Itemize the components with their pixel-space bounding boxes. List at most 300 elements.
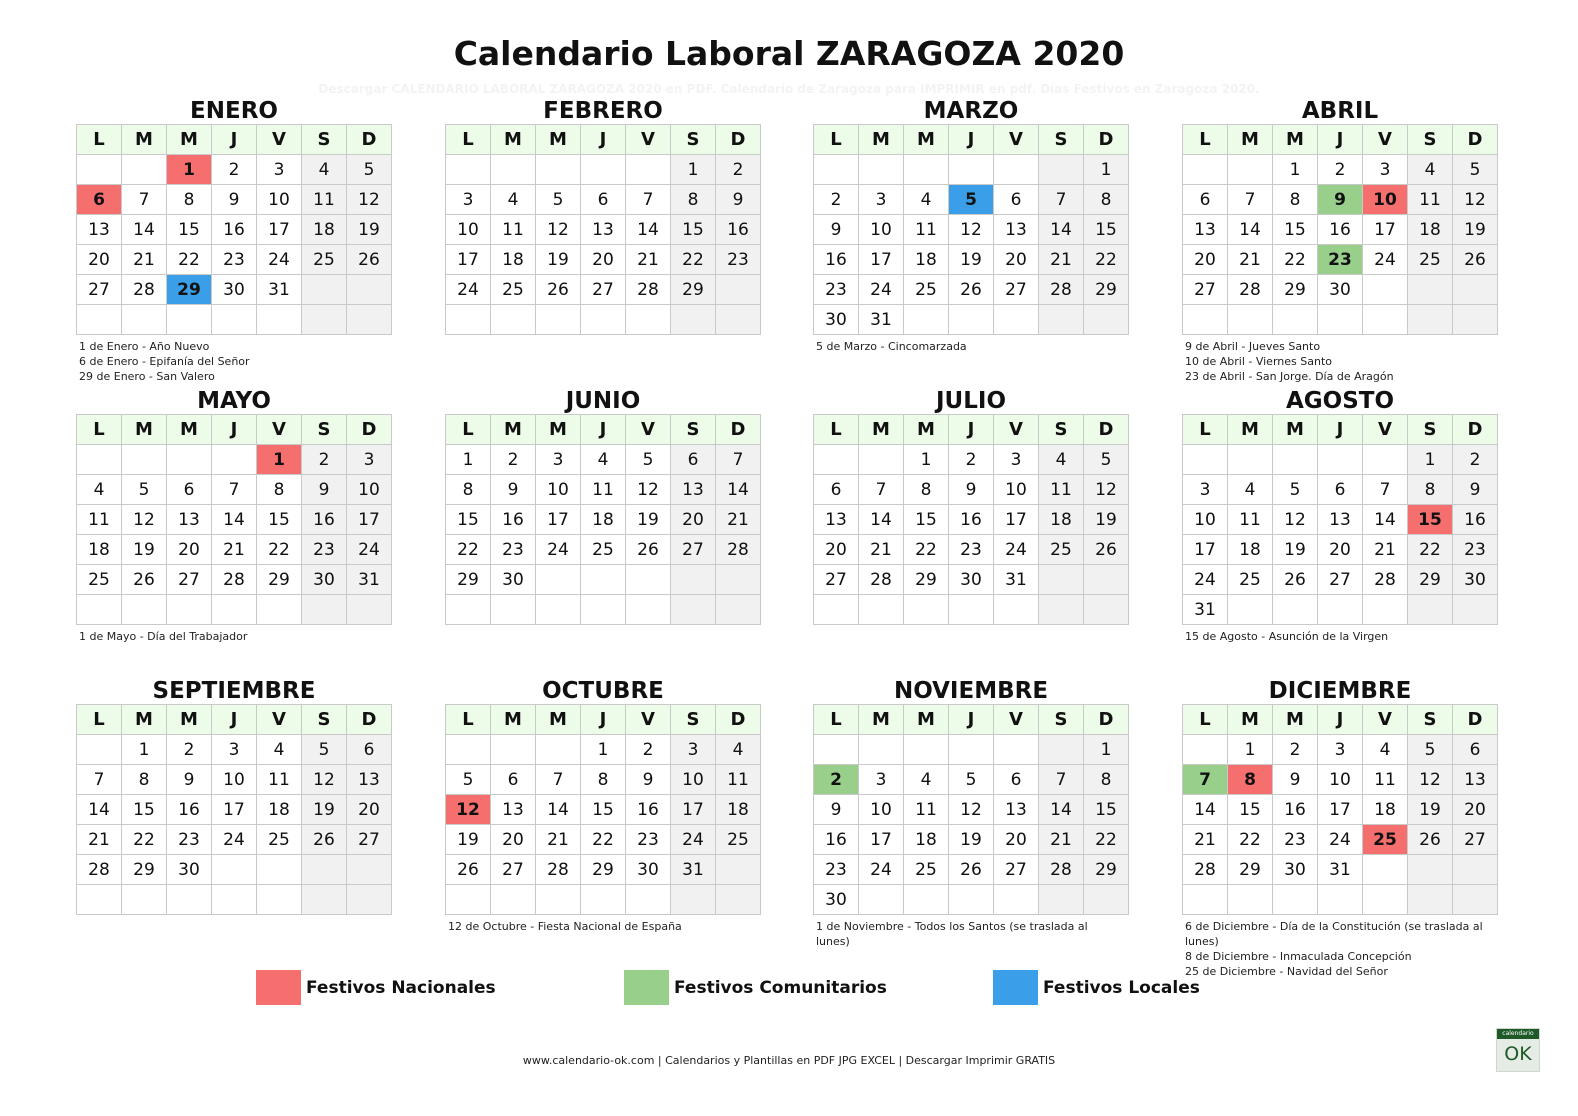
empty-day-cell: [1408, 855, 1453, 885]
legend-label: Festivos Nacionales: [306, 977, 496, 998]
weekday-header: M: [536, 705, 581, 735]
empty-day-cell: [1453, 595, 1498, 625]
weekday-header: S: [1039, 125, 1084, 155]
day-cell: 20: [167, 535, 212, 565]
empty-day-cell: [347, 855, 392, 885]
day-cell: 2: [1318, 155, 1363, 185]
empty-day-cell: [491, 305, 536, 335]
day-cell: 24: [859, 855, 904, 885]
day-cell: 14: [1228, 215, 1273, 245]
holiday-day-cell: 8: [1228, 765, 1273, 795]
month-name: JULIO: [936, 388, 1006, 414]
day-cell: 17: [859, 245, 904, 275]
empty-day-cell: [814, 595, 859, 625]
holiday-note: 8 de Diciembre - Inmaculada Concepción: [1185, 950, 1412, 963]
legend-swatch: [993, 970, 1038, 1005]
day-cell: 3: [859, 185, 904, 215]
weekday-header: M: [491, 705, 536, 735]
day-cell: 2: [167, 735, 212, 765]
holiday-day-cell: 1: [167, 155, 212, 185]
day-cell: 11: [77, 505, 122, 535]
day-cell: 26: [536, 275, 581, 305]
day-cell: 21: [1183, 825, 1228, 855]
day-cell: 8: [446, 475, 491, 505]
weekday-header: M: [122, 415, 167, 445]
month-diciembre: [1182, 678, 1498, 979]
day-cell: 6: [1183, 185, 1228, 215]
day-cell: 27: [77, 275, 122, 305]
day-cell: 23: [716, 245, 761, 275]
day-cell: 23: [212, 245, 257, 275]
day-cell: 21: [1039, 825, 1084, 855]
day-cell: 12: [626, 475, 671, 505]
holiday-day-cell: 23: [1318, 245, 1363, 275]
day-cell: 13: [167, 505, 212, 535]
day-cell: 22: [671, 245, 716, 275]
day-cell: 5: [347, 155, 392, 185]
day-cell: 26: [1453, 245, 1498, 275]
day-cell: 7: [1039, 185, 1084, 215]
day-cell: 29: [257, 565, 302, 595]
day-cell: 21: [1228, 245, 1273, 275]
month-grid: [76, 124, 392, 335]
day-cell: 15: [1273, 215, 1318, 245]
day-cell: 21: [626, 245, 671, 275]
day-cell: 3: [859, 765, 904, 795]
weekday-header: D: [1453, 705, 1498, 735]
day-cell: 29: [1408, 565, 1453, 595]
empty-day-cell: [1273, 305, 1318, 335]
legend-label: Festivos Comunitarios: [674, 977, 887, 998]
day-cell: 22: [1408, 535, 1453, 565]
day-cell: 3: [671, 735, 716, 765]
empty-day-cell: [446, 305, 491, 335]
day-cell: 27: [491, 855, 536, 885]
day-cell: 5: [626, 445, 671, 475]
empty-day-cell: [257, 595, 302, 625]
day-cell: 14: [122, 215, 167, 245]
day-cell: 31: [994, 565, 1039, 595]
empty-day-cell: [859, 595, 904, 625]
day-cell: 4: [904, 765, 949, 795]
weekday-header: M: [491, 125, 536, 155]
holiday-note: 1 de Noviembre - Todos los Santos (se traslada al lunes): [816, 920, 1088, 948]
day-cell: 11: [904, 215, 949, 245]
weekday-header: L: [446, 705, 491, 735]
weekday-header: J: [581, 415, 626, 445]
day-cell: 16: [1273, 795, 1318, 825]
empty-day-cell: [1273, 595, 1318, 625]
day-cell: 19: [302, 795, 347, 825]
day-cell: 21: [122, 245, 167, 275]
day-cell: 27: [347, 825, 392, 855]
day-cell: 16: [949, 505, 994, 535]
empty-day-cell: [904, 305, 949, 335]
day-cell: 21: [716, 505, 761, 535]
empty-day-cell: [626, 155, 671, 185]
day-cell: 18: [1408, 215, 1453, 245]
weekday-header: M: [1273, 705, 1318, 735]
weekday-header: V: [257, 125, 302, 155]
empty-day-cell: [904, 885, 949, 915]
day-cell: 17: [536, 505, 581, 535]
holiday-day-cell: 6: [77, 185, 122, 215]
day-cell: 8: [1273, 185, 1318, 215]
day-cell: 22: [446, 535, 491, 565]
day-cell: 9: [814, 215, 859, 245]
weekday-header: D: [716, 705, 761, 735]
empty-day-cell: [1228, 305, 1273, 335]
day-cell: 3: [347, 445, 392, 475]
holiday-note: 6 de Enero - Epifanía del Señor: [79, 355, 250, 368]
empty-day-cell: [77, 445, 122, 475]
empty-day-cell: [212, 885, 257, 915]
day-cell: 25: [77, 565, 122, 595]
legend-item: [993, 970, 1200, 1005]
day-cell: 26: [302, 825, 347, 855]
day-cell: 29: [1084, 275, 1129, 305]
weekday-header: S: [671, 705, 716, 735]
holiday-note: 15 de Agosto - Asunción de la Virgen: [1185, 630, 1389, 643]
day-cell: 30: [1318, 275, 1363, 305]
day-cell: 15: [671, 215, 716, 245]
day-cell: 16: [814, 825, 859, 855]
day-cell: 2: [1273, 735, 1318, 765]
day-cell: 30: [302, 565, 347, 595]
day-cell: 11: [257, 765, 302, 795]
day-cell: 15: [257, 505, 302, 535]
day-cell: 6: [167, 475, 212, 505]
day-cell: 10: [257, 185, 302, 215]
day-cell: 19: [1273, 535, 1318, 565]
day-cell: 9: [814, 795, 859, 825]
day-cell: 10: [536, 475, 581, 505]
empty-day-cell: [167, 885, 212, 915]
day-cell: 12: [302, 765, 347, 795]
day-cell: 7: [1039, 765, 1084, 795]
day-cell: 23: [949, 535, 994, 565]
calendario-ok-logo[interactable]: [1496, 1028, 1540, 1072]
month-grid: [76, 414, 392, 625]
day-cell: 27: [994, 855, 1039, 885]
day-cell: 23: [1453, 535, 1498, 565]
holiday-day-cell: 1: [257, 445, 302, 475]
day-cell: 26: [122, 565, 167, 595]
empty-day-cell: [302, 305, 347, 335]
day-cell: 17: [446, 245, 491, 275]
empty-day-cell: [1039, 155, 1084, 185]
day-cell: 21: [77, 825, 122, 855]
empty-day-cell: [1453, 305, 1498, 335]
month-name: NOVIEMBRE: [893, 678, 1049, 704]
day-cell: 28: [536, 855, 581, 885]
empty-day-cell: [716, 565, 761, 595]
day-cell: 29: [904, 565, 949, 595]
day-cell: 13: [1318, 505, 1363, 535]
day-cell: 10: [1183, 505, 1228, 535]
day-cell: 6: [994, 185, 1039, 215]
empty-day-cell: [77, 305, 122, 335]
legend-label: Festivos Locales: [1043, 977, 1200, 998]
month-noviembre: [813, 678, 1129, 949]
day-cell: 14: [1363, 505, 1408, 535]
holiday-day-cell: 5: [949, 185, 994, 215]
month-name: FEBRERO: [543, 98, 663, 124]
day-cell: 21: [859, 535, 904, 565]
day-cell: 11: [1228, 505, 1273, 535]
month-marzo: [813, 98, 1129, 354]
weekday-header: J: [212, 415, 257, 445]
day-cell: 19: [626, 505, 671, 535]
weekday-header: L: [77, 415, 122, 445]
day-cell: 4: [581, 445, 626, 475]
day-cell: 18: [302, 215, 347, 245]
month-name: JUNIO: [565, 388, 641, 414]
day-cell: 1: [1408, 445, 1453, 475]
empty-day-cell: [581, 595, 626, 625]
day-cell: 4: [77, 475, 122, 505]
empty-day-cell: [1228, 445, 1273, 475]
day-cell: 4: [302, 155, 347, 185]
empty-day-cell: [581, 155, 626, 185]
day-cell: 5: [1453, 155, 1498, 185]
day-cell: 26: [1084, 535, 1129, 565]
weekday-header: V: [1363, 415, 1408, 445]
day-cell: 27: [994, 275, 1039, 305]
weekday-header: D: [716, 125, 761, 155]
month-julio: [813, 388, 1129, 629]
day-cell: 25: [1228, 565, 1273, 595]
day-cell: 11: [1039, 475, 1084, 505]
day-cell: 27: [1183, 275, 1228, 305]
day-cell: 29: [1228, 855, 1273, 885]
day-cell: 19: [1408, 795, 1453, 825]
day-cell: 11: [1408, 185, 1453, 215]
day-cell: 13: [1453, 765, 1498, 795]
day-cell: 16: [212, 215, 257, 245]
day-cell: 19: [949, 825, 994, 855]
day-cell: 11: [716, 765, 761, 795]
day-cell: 16: [1453, 505, 1498, 535]
weekday-header: M: [904, 125, 949, 155]
day-cell: 26: [949, 275, 994, 305]
empty-day-cell: [1228, 155, 1273, 185]
day-cell: 6: [347, 735, 392, 765]
day-cell: 20: [994, 245, 1039, 275]
day-cell: 22: [1084, 825, 1129, 855]
day-cell: 18: [581, 505, 626, 535]
month-grid: [1182, 704, 1498, 915]
day-cell: 9: [212, 185, 257, 215]
day-cell: 17: [859, 825, 904, 855]
day-cell: 12: [949, 215, 994, 245]
day-cell: 6: [814, 475, 859, 505]
day-cell: 11: [491, 215, 536, 245]
day-cell: 18: [77, 535, 122, 565]
legend-swatch: [256, 970, 301, 1005]
day-cell: 9: [1453, 475, 1498, 505]
weekday-header: S: [671, 125, 716, 155]
month-septiembre: [76, 678, 392, 919]
holiday-note: 12 de Octubre - Fiesta Nacional de España: [448, 920, 682, 933]
day-cell: 27: [1318, 565, 1363, 595]
day-cell: 23: [814, 275, 859, 305]
weekday-header: J: [949, 415, 994, 445]
empty-day-cell: [1084, 565, 1129, 595]
empty-day-cell: [716, 595, 761, 625]
logo-top-text: calendario: [1497, 1029, 1539, 1039]
day-cell: 9: [716, 185, 761, 215]
empty-day-cell: [1363, 445, 1408, 475]
day-cell: 6: [671, 445, 716, 475]
empty-day-cell: [626, 595, 671, 625]
day-cell: 11: [581, 475, 626, 505]
weekday-header: L: [1183, 705, 1228, 735]
day-cell: 10: [859, 215, 904, 245]
day-cell: 9: [949, 475, 994, 505]
day-cell: 14: [1039, 795, 1084, 825]
day-cell: 17: [994, 505, 1039, 535]
day-cell: 22: [257, 535, 302, 565]
empty-day-cell: [949, 595, 994, 625]
empty-day-cell: [122, 305, 167, 335]
day-cell: 24: [212, 825, 257, 855]
empty-day-cell: [949, 155, 994, 185]
day-cell: 4: [1408, 155, 1453, 185]
weekday-header: V: [626, 415, 671, 445]
empty-day-cell: [257, 885, 302, 915]
day-cell: 8: [1408, 475, 1453, 505]
empty-day-cell: [347, 885, 392, 915]
day-cell: 2: [212, 155, 257, 185]
day-cell: 18: [257, 795, 302, 825]
empty-day-cell: [446, 885, 491, 915]
day-cell: 26: [626, 535, 671, 565]
empty-day-cell: [671, 885, 716, 915]
day-cell: 10: [859, 795, 904, 825]
weekday-header: D: [1453, 415, 1498, 445]
month-junio: [445, 388, 761, 629]
day-cell: 17: [347, 505, 392, 535]
month-name: OCTUBRE: [542, 678, 664, 704]
empty-day-cell: [212, 305, 257, 335]
holiday-day-cell: 10: [1363, 185, 1408, 215]
day-cell: 8: [122, 765, 167, 795]
day-cell: 31: [347, 565, 392, 595]
day-cell: 25: [302, 245, 347, 275]
empty-day-cell: [536, 155, 581, 185]
holiday-note: 5 de Marzo - Cincomarzada: [816, 340, 967, 353]
day-cell: 27: [671, 535, 716, 565]
empty-day-cell: [1228, 885, 1273, 915]
weekday-header: J: [1318, 415, 1363, 445]
empty-day-cell: [167, 445, 212, 475]
day-cell: 10: [446, 215, 491, 245]
month-grid: [76, 704, 392, 915]
weekday-header: M: [167, 125, 212, 155]
day-cell: 6: [994, 765, 1039, 795]
empty-day-cell: [77, 735, 122, 765]
day-cell: 14: [859, 505, 904, 535]
day-cell: 4: [716, 735, 761, 765]
day-cell: 9: [167, 765, 212, 795]
empty-day-cell: [1318, 885, 1363, 915]
empty-day-cell: [1273, 885, 1318, 915]
weekday-header: M: [859, 125, 904, 155]
day-cell: 30: [949, 565, 994, 595]
day-cell: 24: [1363, 245, 1408, 275]
weekday-header: L: [814, 125, 859, 155]
empty-day-cell: [491, 595, 536, 625]
weekday-header: D: [347, 415, 392, 445]
weekday-header: L: [446, 415, 491, 445]
day-cell: 16: [167, 795, 212, 825]
day-cell: 3: [1363, 155, 1408, 185]
holiday-notes: [76, 339, 379, 384]
empty-day-cell: [994, 595, 1039, 625]
day-cell: 25: [904, 275, 949, 305]
day-cell: 19: [446, 825, 491, 855]
day-cell: 6: [491, 765, 536, 795]
weekday-header: S: [1408, 125, 1453, 155]
day-cell: 27: [814, 565, 859, 595]
day-cell: 30: [814, 305, 859, 335]
empty-day-cell: [1408, 885, 1453, 915]
weekday-header: M: [1273, 125, 1318, 155]
empty-day-cell: [1183, 445, 1228, 475]
day-cell: 3: [257, 155, 302, 185]
empty-day-cell: [1318, 305, 1363, 335]
empty-day-cell: [1408, 305, 1453, 335]
day-cell: 12: [949, 795, 994, 825]
empty-day-cell: [994, 155, 1039, 185]
day-cell: 30: [212, 275, 257, 305]
day-cell: 15: [122, 795, 167, 825]
weekday-header: V: [626, 705, 671, 735]
month-grid: [1182, 414, 1498, 625]
empty-day-cell: [1039, 595, 1084, 625]
day-cell: 23: [167, 825, 212, 855]
weekday-header: S: [1039, 415, 1084, 445]
empty-day-cell: [581, 885, 626, 915]
legend-item: [256, 970, 496, 1005]
month-mayo: [76, 388, 392, 644]
legend-item: [624, 970, 887, 1005]
footer-text: www.calendario-ok.com | Calendarios y Plantillas en PDF JPG EXCEL | Descargar Imprimir GRATIS: [522, 1054, 1056, 1067]
month-grid: [813, 414, 1129, 625]
holiday-day-cell: 2: [814, 765, 859, 795]
weekday-header: V: [994, 125, 1039, 155]
day-cell: 26: [446, 855, 491, 885]
month-name: MARZO: [923, 98, 1019, 124]
day-cell: 24: [536, 535, 581, 565]
weekday-header: M: [859, 705, 904, 735]
weekday-header: J: [1318, 125, 1363, 155]
weekday-header: S: [671, 415, 716, 445]
empty-day-cell: [122, 885, 167, 915]
empty-day-cell: [167, 595, 212, 625]
holiday-notes: [1182, 919, 1485, 979]
day-cell: 21: [1363, 535, 1408, 565]
weekday-header: M: [536, 415, 581, 445]
day-cell: 16: [491, 505, 536, 535]
empty-day-cell: [536, 735, 581, 765]
day-cell: 3: [994, 445, 1039, 475]
empty-day-cell: [446, 155, 491, 185]
empty-day-cell: [671, 595, 716, 625]
empty-day-cell: [491, 735, 536, 765]
day-cell: 25: [491, 275, 536, 305]
